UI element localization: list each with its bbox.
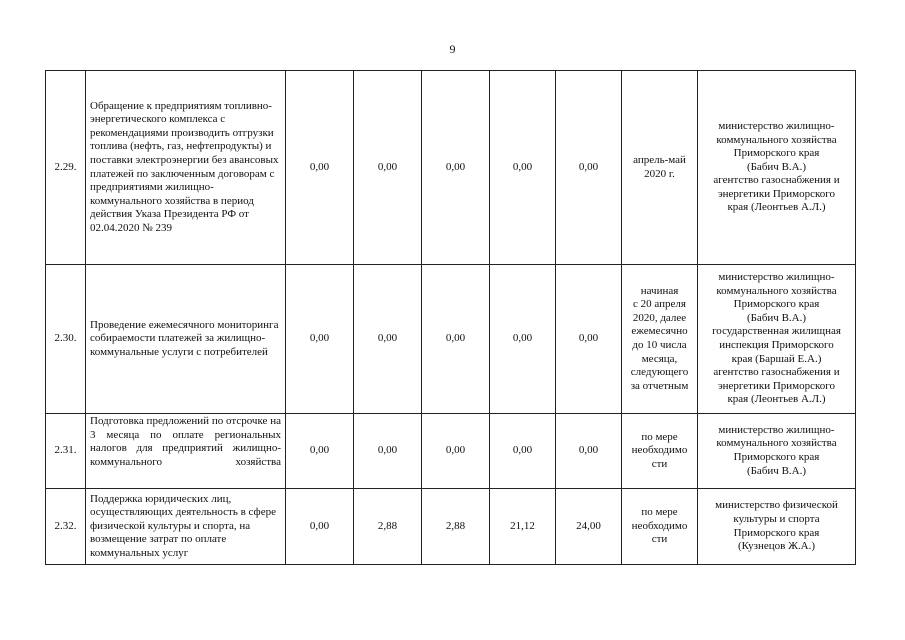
page-number: 9 bbox=[449, 42, 456, 56]
row-number: 2.29. bbox=[46, 71, 86, 265]
funding-value: 0,00 bbox=[286, 414, 354, 489]
table-row bbox=[46, 489, 856, 565]
execution-term: по мере необходимо сти bbox=[622, 414, 698, 489]
funding-value: 0,00 bbox=[286, 71, 354, 265]
funding-value: 24,00 bbox=[556, 489, 622, 565]
table-row bbox=[46, 265, 856, 414]
execution-term: по мере необходимо сти bbox=[622, 489, 698, 565]
execution-term: апрель-май 2020 г. bbox=[622, 71, 698, 265]
responsible-executors: министерство физической культуры и спорта Приморского края (Кузнецов Ж.А.) bbox=[698, 489, 856, 565]
funding-value: 2,88 bbox=[422, 489, 490, 565]
funding-value: 2,88 bbox=[354, 489, 422, 565]
funding-value: 0,00 bbox=[286, 265, 354, 414]
funding-value: 0,00 bbox=[354, 265, 422, 414]
funding-value: 0,00 bbox=[490, 414, 556, 489]
funding-value: 0,00 bbox=[556, 71, 622, 265]
funding-value: 0,00 bbox=[490, 71, 556, 265]
measure-description: Поддержка юридических лиц, осуществляющих деятельность в сфере физической культуры и спорта, на возмещение затрат по оплате коммунальных услуг bbox=[86, 489, 286, 565]
table-row bbox=[46, 414, 856, 489]
execution-term: начиная с 20 апреля 2020, далее ежемесячно до 10 числа месяца, следующего за отчетным bbox=[622, 265, 698, 414]
funding-value: 0,00 bbox=[490, 265, 556, 414]
funding-value: 21,12 bbox=[490, 489, 556, 565]
funding-value: 0,00 bbox=[422, 414, 490, 489]
row-number: 2.31. bbox=[46, 414, 86, 489]
responsible-executors: министерство жилищно- коммунального хозяйства Приморского края (Бабич В.А.) государственная жилищная инспекция Приморского края (Баршай Е.А.) агентство газоснабжения и энергетики Приморского края (Леонтьев А.Л.) bbox=[698, 265, 856, 414]
funding-value: 0,00 bbox=[422, 71, 490, 265]
responsible-executors: министерство жилищно- коммунального хозяйства Приморского края (Бабич В.А.) bbox=[698, 414, 856, 489]
measure-description: Подготовка предложений по отсрочке на 3 месяца по оплате региональных налогов для предприятий жилищно-коммунального хозяйства bbox=[86, 414, 286, 489]
measure-description: Проведение ежемесячного мониторинга собираемости платежей за жилищно-коммунальные услуги с потребителей bbox=[86, 265, 286, 414]
responsible-executors: министерство жилищно- коммунального хозяйства Приморского края (Бабич В.А.) агентство газоснабжения и энергетики Приморского края (Леонтьев А.Л.) bbox=[698, 71, 856, 265]
row-number: 2.30. bbox=[46, 265, 86, 414]
table-row bbox=[46, 71, 856, 265]
measures-table bbox=[45, 70, 856, 565]
row-number: 2.32. bbox=[46, 489, 86, 565]
measure-description: Обращение к предприятиям топливно-энергетического комплекса с рекомендациями производить отгрузки топлива (нефть, газ, нефтепродукты) и поставки электроэнергии без авансовых платежей по заключенным договорам с предприятиями жилищно-коммунального хозяйства в период действия Указа Президента РФ от 02.04.2020 № 239 bbox=[86, 71, 286, 265]
funding-value: 0,00 bbox=[286, 489, 354, 565]
funding-value: 0,00 bbox=[354, 71, 422, 265]
funding-value: 0,00 bbox=[354, 414, 422, 489]
funding-value: 0,00 bbox=[422, 265, 490, 414]
funding-value: 0,00 bbox=[556, 265, 622, 414]
funding-value: 0,00 bbox=[556, 414, 622, 489]
